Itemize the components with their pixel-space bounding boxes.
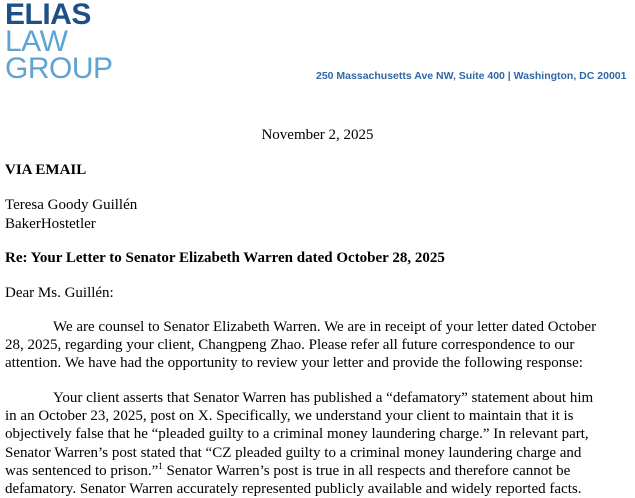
paragraph-line: in an October 23, 2025, post on X. Specifically, we understand your client to maintain that it is (5, 408, 574, 425)
quote-text: was sentenced to prison.” (5, 462, 159, 479)
letterhead-address: 250 Massachusetts Ave NW, Suite 400 | Washington, DC 20001 (316, 70, 627, 82)
subject-line: Re: Your Letter to Senator Elizabeth Warren dated October 28, 2025 (5, 250, 445, 266)
recipient-firm: BakerHostetler (5, 216, 96, 232)
paragraph-line: objectively false that he “pleaded guilty to a criminal money laundering charge.” In relevant part, (5, 426, 589, 443)
body-paragraph-2 (5, 389, 629, 498)
logo-line-law: LAW (5, 25, 68, 58)
paragraph-line (5, 462, 629, 480)
footnote-marker[interactable]: 1 (158, 461, 163, 471)
delivery-method: VIA EMAIL (5, 162, 87, 178)
paragraph-line: attention. We have had the opportunity to review your letter and provide the following response: (5, 355, 583, 372)
paragraph-line: defamatory. Senator Warren accurately represented publicly available and widely reported facts. (5, 480, 582, 497)
paragraph-line: 28, 2025, regarding your client, Changpeng Zhao. Please refer all future correspondence to our (5, 337, 575, 354)
paragraph-line: We are counsel to Senator Elizabeth Warren. We are in receipt of your letter dated October (53, 319, 597, 335)
salutation: Dear Ms. Guillén: (5, 285, 114, 301)
recipient-name: Teresa Goody Guillén (5, 197, 138, 213)
logo-line-group: GROUP (5, 52, 113, 85)
paragraph-line: Your client asserts that Senator Warren has published a “defamatory” statement about him (53, 390, 594, 406)
logo-line-elias: ELIAS (5, 0, 91, 31)
firm-logo (5, 1, 120, 85)
letter-date: November 2, 2025 (261, 127, 374, 143)
paragraph-line: Senator Warren’s post stated that “CZ pleaded guilty to a criminal money laundering charge and (5, 444, 582, 461)
body-paragraph-1 (5, 318, 629, 373)
quote-continuation: Senator Warren’s post is true in all respects and therefore cannot be (162, 462, 571, 479)
